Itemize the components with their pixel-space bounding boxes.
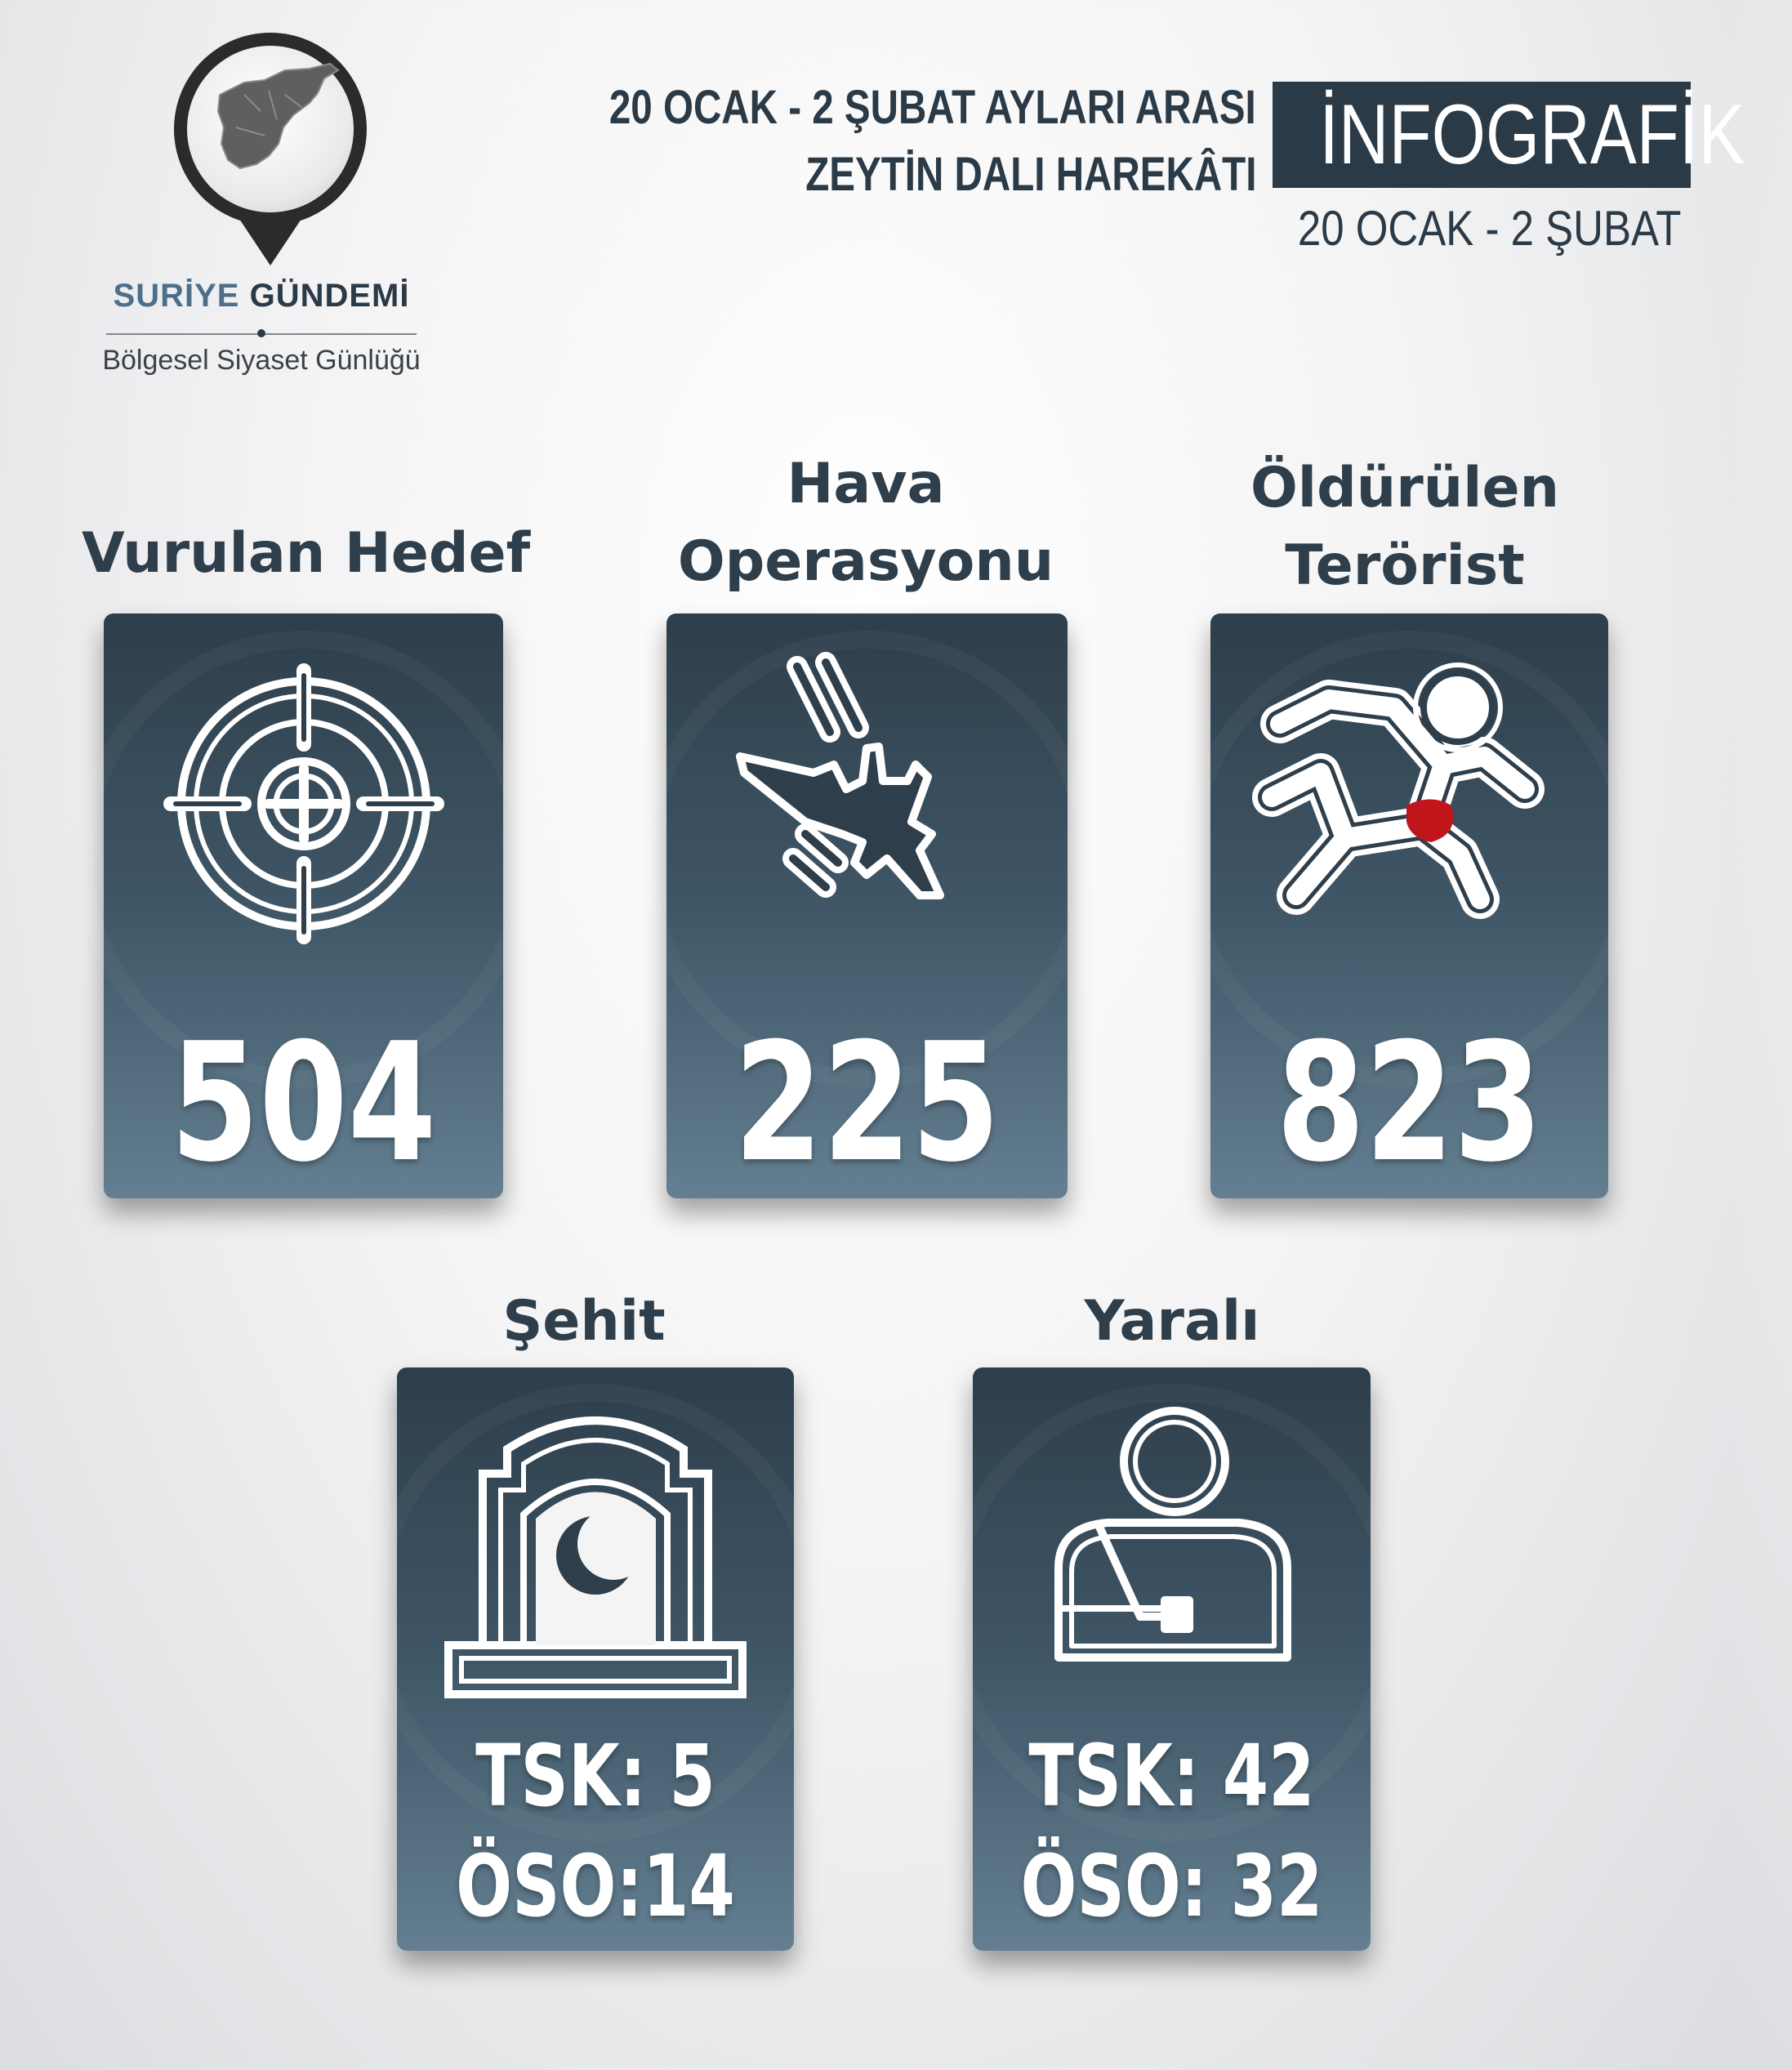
targets-title: Vurulan Hedef: [82, 521, 531, 586]
brand-tagline: Bölgesel Siyaset Günlüğü: [102, 345, 421, 376]
martyrs-card: [397, 1367, 794, 1951]
crosshair-target-icon: [154, 654, 453, 953]
martyrs-oso-value: ÖSO:14: [456, 1836, 735, 1936]
brand-divider-dot: [257, 329, 265, 337]
air-ops-title-line1: Hava: [787, 452, 945, 516]
header-line2: ZEYTİN DALI HAREKÂTI: [805, 148, 1256, 201]
brand-logo: [90, 33, 433, 392]
wounded-card: [973, 1367, 1371, 1951]
header-line1: 20 OCAK - 2 ŞUBAT AYLARI ARASI: [609, 81, 1256, 134]
brand-name-part2: GÜNDEMİ: [249, 278, 410, 314]
terrorists-title-line1: Öldürülen: [1250, 456, 1559, 520]
brand-name-part1: SURİYE: [113, 278, 240, 314]
targets-value: 504: [170, 1008, 437, 1198]
brand-name: [90, 278, 433, 315]
martyrs-title: Şehit: [502, 1289, 666, 1354]
infographic-badge: [1273, 82, 1745, 188]
injured-person-sling-icon: [1042, 1404, 1304, 1698]
terrorists-card: [1210, 613, 1608, 1198]
infographic-badge-label: İNFOGRAFİK: [1319, 87, 1745, 182]
pin-tip: [238, 216, 303, 265]
wounded-runner-icon: [1255, 650, 1566, 961]
tombstone-crescent-icon: [442, 1400, 749, 1707]
wounded-title: Yaralı: [1084, 1289, 1260, 1354]
fighter-jet-icon: [724, 658, 1018, 952]
air-ops-value: 225: [733, 1008, 1001, 1198]
targets-card: [104, 613, 503, 1198]
map-pin: [174, 33, 367, 225]
martyrs-tsk-value: TSK: 5: [475, 1726, 715, 1826]
syria-map-pin-icon: [187, 46, 354, 212]
terrorists-value: 823: [1276, 1008, 1543, 1198]
wounded-tsk-value: TSK: 42: [1028, 1726, 1315, 1826]
air-ops-card: [666, 613, 1068, 1198]
terrorists-title-line2: Terörist: [1285, 533, 1525, 598]
wounded-oso-value: ÖSO: 32: [1020, 1836, 1323, 1936]
header-date: 20 OCAK - 2 ŞUBAT: [1297, 201, 1681, 256]
air-ops-title-line2: Operasyonu: [677, 529, 1054, 594]
